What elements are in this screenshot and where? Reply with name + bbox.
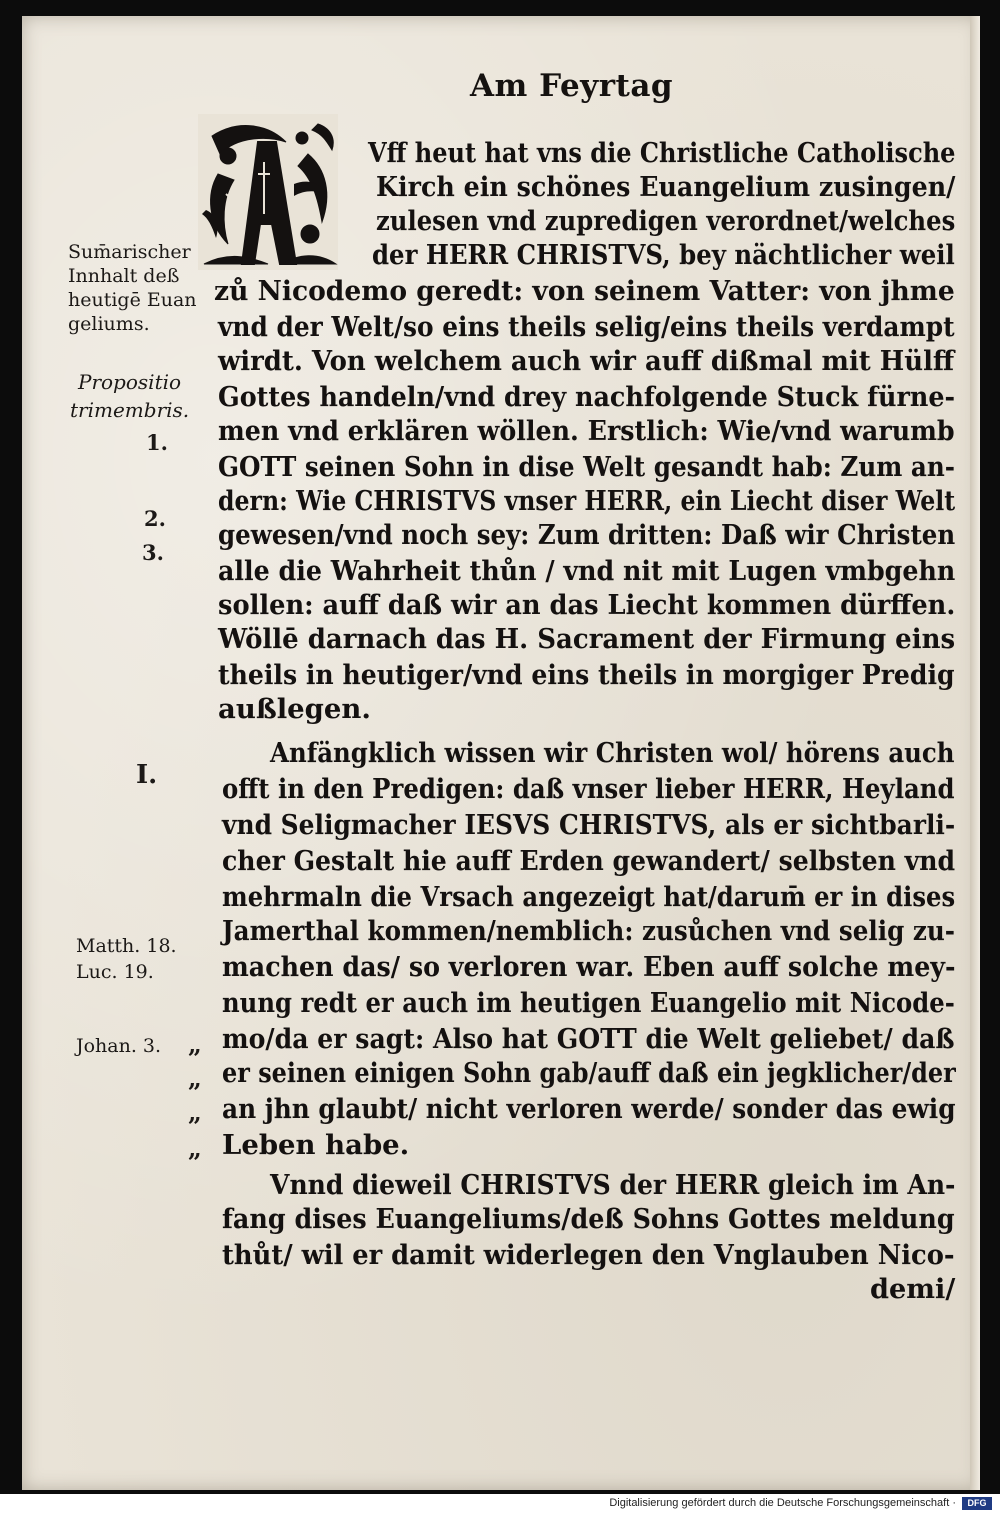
margin-summary-line-1: Sum̄arischer: [68, 241, 191, 263]
text-line-33: demi/: [870, 1273, 956, 1305]
text-line-6: vnd der Welt/so eins theils selig/eins theils verdampt: [218, 311, 955, 343]
funding-notice: Digitalisierung gefördert durch die Deutsche Forschungsgemeinschaft ·: [609, 1497, 956, 1509]
text-line-21: cher Gestalt hie auff Erden gewandert/ selbsten vnd: [222, 845, 956, 877]
text-line-28: an jhn glaubt/ nicht verloren werde/ sonder das ewig: [222, 1093, 956, 1125]
margin-roman-1: I.: [136, 760, 158, 790]
text-line-15: Wöllē darnach das H. Sacrament der Firmung eins: [218, 623, 956, 655]
text-line-12: gewesen/vnd noch sey: Zum dritten: Daß wir Christen: [218, 519, 956, 551]
text-line-7: wirdt. Von welchem auch wir auff dißmal mit Hülff: [218, 345, 955, 377]
text-line-22: mehrmaln die Vrsach angezeigt hat/darum̄ er in dises: [222, 881, 956, 913]
margin-ref-john: Johan. 3.: [76, 1035, 162, 1057]
text-line-14: sollen: auff daß wir an das Liecht kommen dürffen.: [218, 589, 956, 621]
margin-summary-line-4: geliums.: [68, 313, 150, 335]
margin-number-1: 1.: [146, 430, 168, 455]
text-line-2: Kirch ein schönes Euangelium zusingen/: [376, 171, 956, 203]
text-line-3: zulesen vnd zupredigen verordnet/welches: [376, 205, 956, 237]
text-line-31: fang dises Euangeliums/deß Sohns Gottes meldung: [222, 1203, 955, 1235]
dfg-logo: DFG: [962, 1497, 992, 1510]
margin-quote-mark-2: „: [188, 1064, 202, 1093]
text-line-11: dern: Wie CHRISTVS vnser HERR, ein Liecht diser Welt: [218, 485, 956, 517]
text-line-4: der HERR CHRISTVS, bey nächtlicher weil: [372, 239, 955, 271]
margin-quote-mark-4: „: [188, 1134, 202, 1163]
running-head: Am Feyrtag: [470, 68, 674, 104]
decorated-initial-a: [198, 114, 338, 270]
text-line-26: mo/da er sagt: Also hat GOTT die Welt geliebet/ daß: [222, 1023, 955, 1055]
margin-propositio-line-1: Propositio: [78, 370, 182, 394]
margin-propositio-line-2: trimembris.: [70, 398, 190, 422]
text-line-5: zů Nicodemo geredt: von seinem Vatter: von jhme: [214, 275, 955, 307]
text-line-9: men vnd erklären wöllen. Erstlich: Wie/vnd warumb: [218, 415, 955, 447]
margin-number-2: 2.: [144, 506, 166, 531]
text-line-8: Gottes handeln/vnd drey nachfolgende Stuck fürne-: [218, 381, 956, 413]
text-line-16: theils in heutiger/vnd eins theils in morgiger Predig: [218, 659, 955, 691]
text-line-17: außlegen.: [218, 693, 371, 725]
text-line-10: GOTT seinen Sohn in dise Welt gesandt hab: Zum an-: [218, 451, 956, 483]
text-line-27: er seinen einigen Sohn gab/auff daß ein jegklicher/der: [222, 1057, 956, 1089]
text-line-25: nung redt er auch im heutigen Euangelio mit Nicode-: [222, 987, 955, 1019]
text-line-19: offt in den Predigen: daß vnser lieber HERR, Heyland: [222, 773, 955, 805]
text-line-23: Jamerthal kommen/nemblich: zusůchen vnd selig zu-: [222, 915, 956, 947]
text-line-24: machen das/ so verloren war. Eben auff solche mey-: [222, 951, 956, 983]
text-line-1: Vff heut hat vns die Christliche Catholische: [368, 137, 956, 169]
page-edge: [970, 16, 980, 1490]
text-line-18: Anfängklich wissen wir Christen wol/ hörens auch: [270, 737, 955, 769]
text-line-30: Vnnd dieweil CHRISTVS der HERR gleich im An-: [270, 1169, 956, 1201]
margin-summary-line-2: Innhalt deß: [68, 265, 180, 287]
margin-ref-matthew: Matth. 18.: [76, 935, 177, 957]
text-line-13: alle die Wahrheit thůn / vnd nit mit Lugen vmbgehn: [218, 555, 956, 587]
margin-quote-mark-3: „: [188, 1098, 202, 1127]
text-line-32: thůt/ wil er damit widerlegen den Vnglauben Nico-: [222, 1239, 955, 1271]
text-line-20: vnd Seligmacher IESVS CHRISTVS, als er sichtbarli-: [222, 809, 956, 841]
margin-ref-luke: Luc. 19.: [76, 961, 154, 983]
text-line-29: Leben habe.: [222, 1129, 410, 1161]
margin-quote-mark-1: „: [188, 1030, 202, 1059]
margin-number-3: 3.: [142, 540, 164, 565]
margin-summary-line-3: heutigē Euan: [68, 289, 197, 311]
